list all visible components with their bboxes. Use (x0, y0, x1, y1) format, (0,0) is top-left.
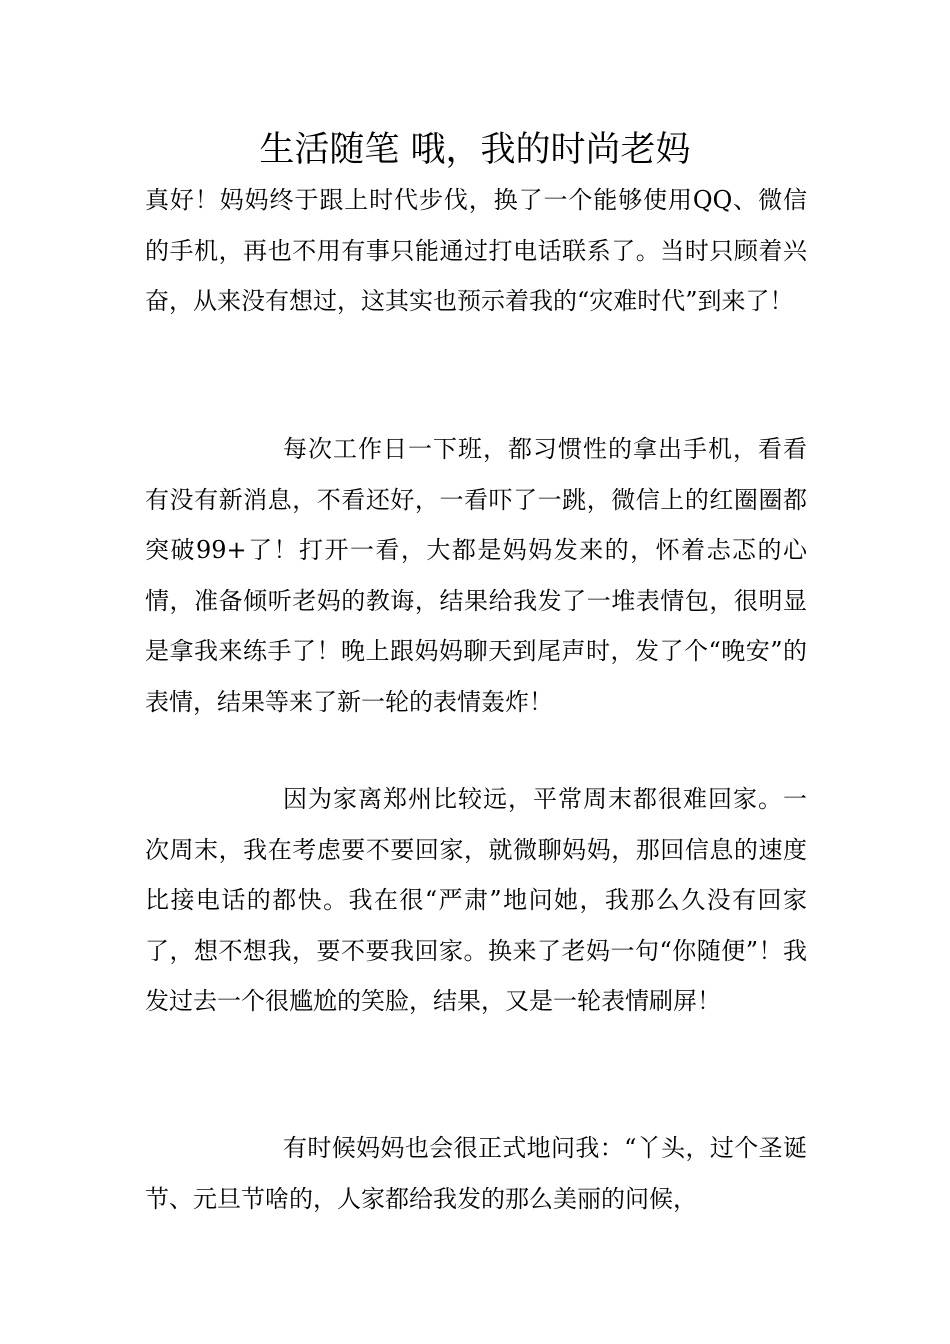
paragraph-2: 每次工作日一下班，都习惯性的拿出手机，看看有没有新消息，不看还好，一看吓了一跳，微信上的红圈圈都突破99+了！打开一看，大都是妈妈发来的，怀着忐忑的心情，准备倾听老妈的教诲，结果给我发了一堆表情包，很明显是拿我来练手了！晚上跟妈妈聊天到尾声时，发了个“晚安”的表情，结果等来了新一轮的表情轰炸！ (145, 435, 807, 716)
paragraph-1: 真好！妈妈终于跟上时代步伐，换了一个能够使用QQ、微信的手机，再也不用有事只能通过打电话联系了。当时只顾着兴奋，从来没有想过，这其实也预示着我的“灾难时代”到来了！ (145, 186, 807, 315)
paragraph-4: 有时候妈妈也会很正式地问我：“丫头，过个圣诞节、元旦节啥的，人家都给我发的那么美丽的问候， (145, 1134, 807, 1213)
paragraph-3: 因为家离郑州比较远，平常周末都很难回家。一次周末，我在考虑要不要回家，就微聊妈妈，那回信息的速度比接电话的都快。我在很“严肃”地问她，我那么久没有回家了，想不想我，要不要我回家。换来了老妈一句“你随便”！我发过去一个很尴尬的笑脸，结果，又是一轮表情刷屏！ (145, 785, 807, 1015)
document-title: 生活随笔 哦，我的时尚老妈 (259, 130, 691, 170)
